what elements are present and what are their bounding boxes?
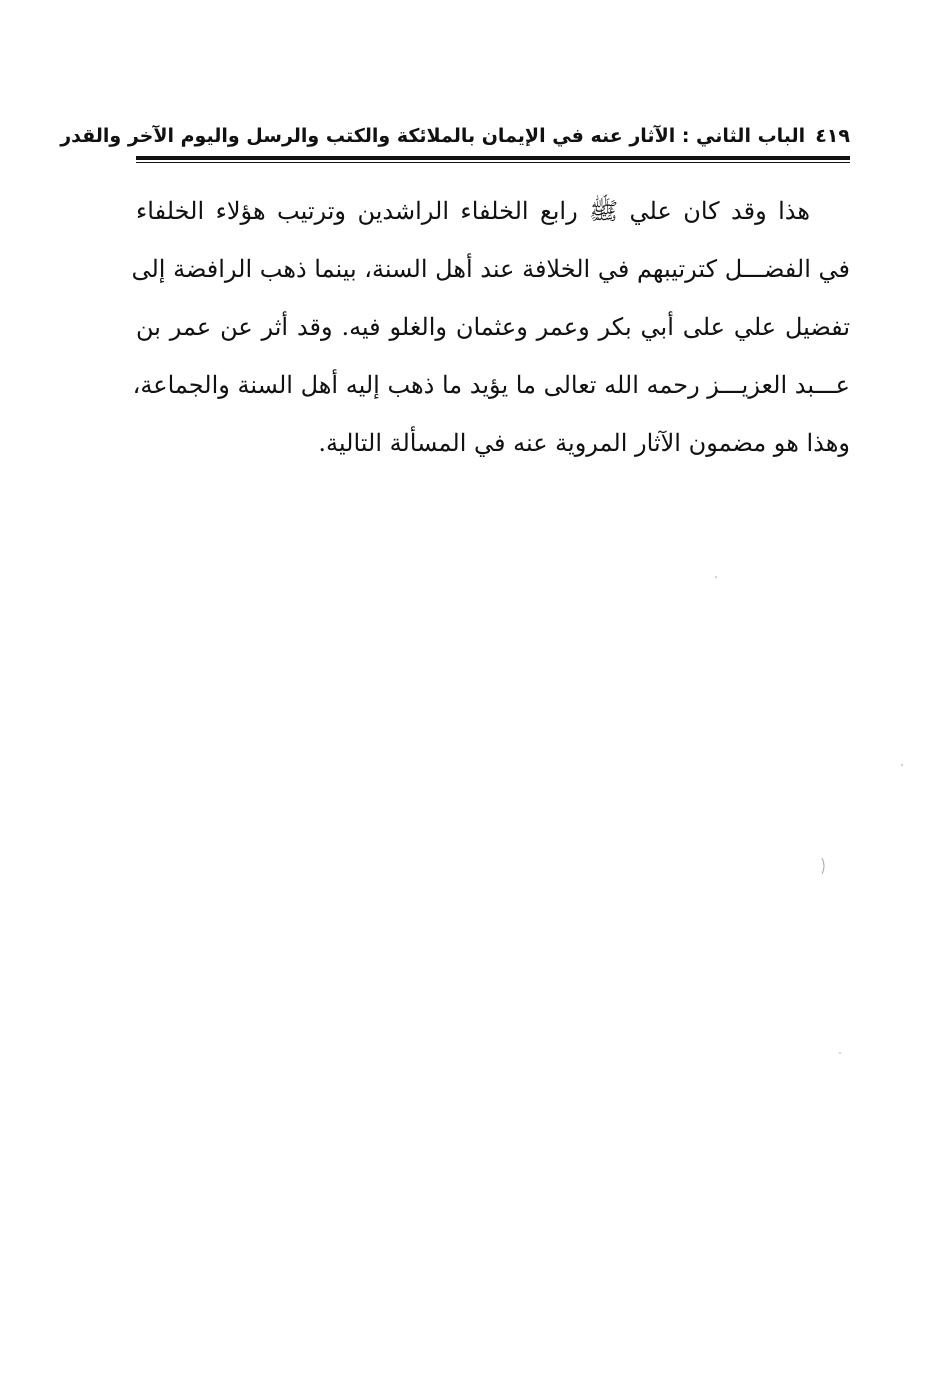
header-rule-thin (136, 162, 850, 163)
running-title: الباب الثاني : الآثار عنه في الإيمان بالملائكة والكتب والرسل واليوم الآخر والقدر (60, 125, 806, 147)
page-header (60, 116, 850, 156)
page-number: ٤١٩ (815, 125, 850, 147)
paragraph-line-3: تفضيل علي على أبي بكر وعمر وعثمان والغلو فيه. وقد أثر عن عمر بن (136, 313, 850, 341)
body-paragraph (131, 182, 850, 472)
paragraph-line-1: هذا وقد كان علي ﷺ رابع الخلفاء الراشدين وترتيب هؤلاء الخلفاء (136, 197, 810, 225)
paragraph-line-4: عـــبد العزيـــز رحمه الله تعالى ما يؤيد ما ذهب إليه أهل السنة والجماعة، (132, 371, 850, 399)
paragraph-line-2: في الفضـــل كترتيبهم في الخلافة عند أهل السنة، بينما ذهب الرافضة إلى (131, 255, 850, 283)
paragraph-line-5: وهذا هو مضمون الآثار المروية عنه في المسألة التالية. (318, 429, 850, 457)
header-rule-thick (136, 156, 850, 160)
